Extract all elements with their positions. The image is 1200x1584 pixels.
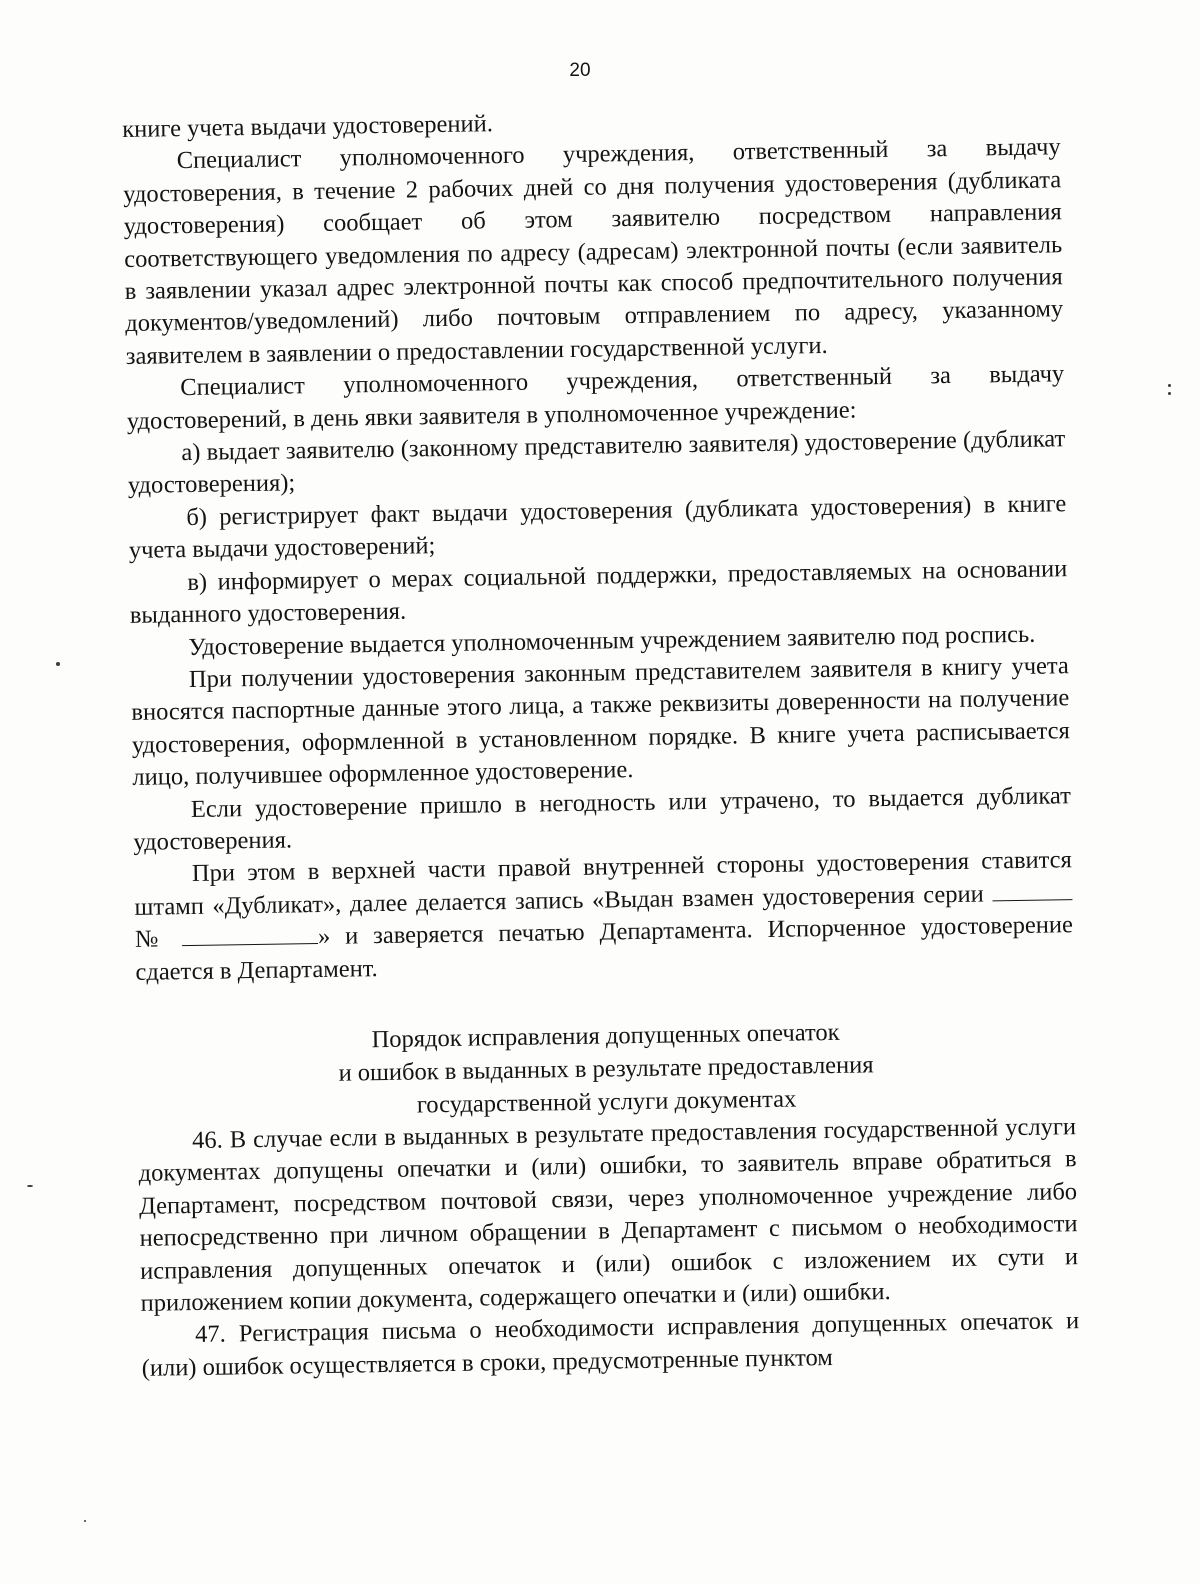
heading-line-2: и ошибок в выданных в результате предоставления	[338, 1051, 874, 1087]
heading-line-1: Порядок исправления допущенных опечаток	[371, 1018, 840, 1054]
paragraph-notification: Специалист уполномоченного учреждения, ответственный за выдачу удостоверения, в течение 2 рабочих дней со дня получения удостоверения (дубликата удостоверения) сообщает об этом заявителю посредством направления соответствующего уведомления по адресу (адресам) электронной почты (если заявитель в заявлении указал адрес электронной почты как способ предпочтительного получения документов/уведомлений) либо почтовым отправлением по адресу, указанному заявителем в заявлении о предоставлении государственной услуги.	[123, 133, 1064, 370]
paragraph-signature: Удостоверение выдается уполномоченным учреждением заявителю под роспись.	[188, 620, 1036, 661]
list-item-b: б) регистрирует факт выдачи удостоверения (дубликата удостоверения) в книге учета выдачи удостоверений;	[128, 490, 1067, 565]
list-item-a: а) выдает заявителю (законному представителю заявителя) удостоверение (дубликат удостоверения);	[127, 425, 1066, 500]
list-item-c: в) информирует о мерах социальной поддержки, предоставляемых на основании выданного удостоверения.	[129, 554, 1068, 630]
duplicate-text-part2: » и заверяется печатью Департамента. Испорченное удостоверение сдается в Департамент.	[135, 911, 1074, 986]
paragraph-legal-representative: При получении удостоверения законным представителем заявителя в книгу учета вносятся паспортные данные этого лица, а также реквизиты доверенности на получение удостоверения, оформленной в установленном порядке. В книге учета расписывается лицо, получившее оформленное удостоверение.	[131, 652, 1071, 792]
item-47: 47. Регистрация письма о необходимости исправления допущенных опечаток и (или) ошибок осуществляется в сроки, предусмотренные пунктом	[141, 1307, 1080, 1382]
number-sign: №	[134, 925, 168, 954]
heading-line-3: государственной услуги документах	[416, 1085, 797, 1119]
paragraph-duplicate-issue: Если удостоверение пришло в негодность или утрачено, то выдается дубликат удостоверения.	[133, 781, 1072, 856]
scan-speck	[1168, 392, 1171, 395]
number-blank-line	[182, 923, 318, 946]
section-heading	[136, 1012, 1075, 1126]
scan-speck	[56, 662, 60, 666]
paragraph-duplicate-stamp	[134, 845, 1074, 989]
scan-speck	[84, 1520, 86, 1522]
duplicate-text-part1: При этом в верхней части правой внутренней стороны удостоверения ставится штамп «Дубликат», далее делается запись «Выдан взамен удостоверения серии	[134, 846, 1073, 921]
document-body	[122, 99, 1080, 1385]
scan-speck	[27, 1185, 33, 1187]
paragraph-issuance-intro: Специалист уполномоченного учреждения, ответственный за выдачу удостоверений, в день явки заявителя в уполномоченное учреждение:	[126, 360, 1065, 435]
page-number: 20	[569, 60, 591, 81]
series-blank-line	[992, 879, 1072, 901]
item-46: 46. В случае если в выданных в результате предоставления государственной услуги документах допущены опечатки и (или) ошибки, то заявитель вправе обратиться в Департамент, посредством почтовой связи, через уполномоченное учреждение либо непосредственно при личном обращении в Департамент с письмом о необходимости исправления допущенных опечаток и (или) ошибок с изложением их сути и приложением копии документа, содержащего опечатки и (или) ошибки.	[138, 1113, 1079, 1317]
scan-speck	[1168, 384, 1171, 387]
paragraph-continuation: книге учета выдачи удостоверений.	[122, 110, 494, 143]
